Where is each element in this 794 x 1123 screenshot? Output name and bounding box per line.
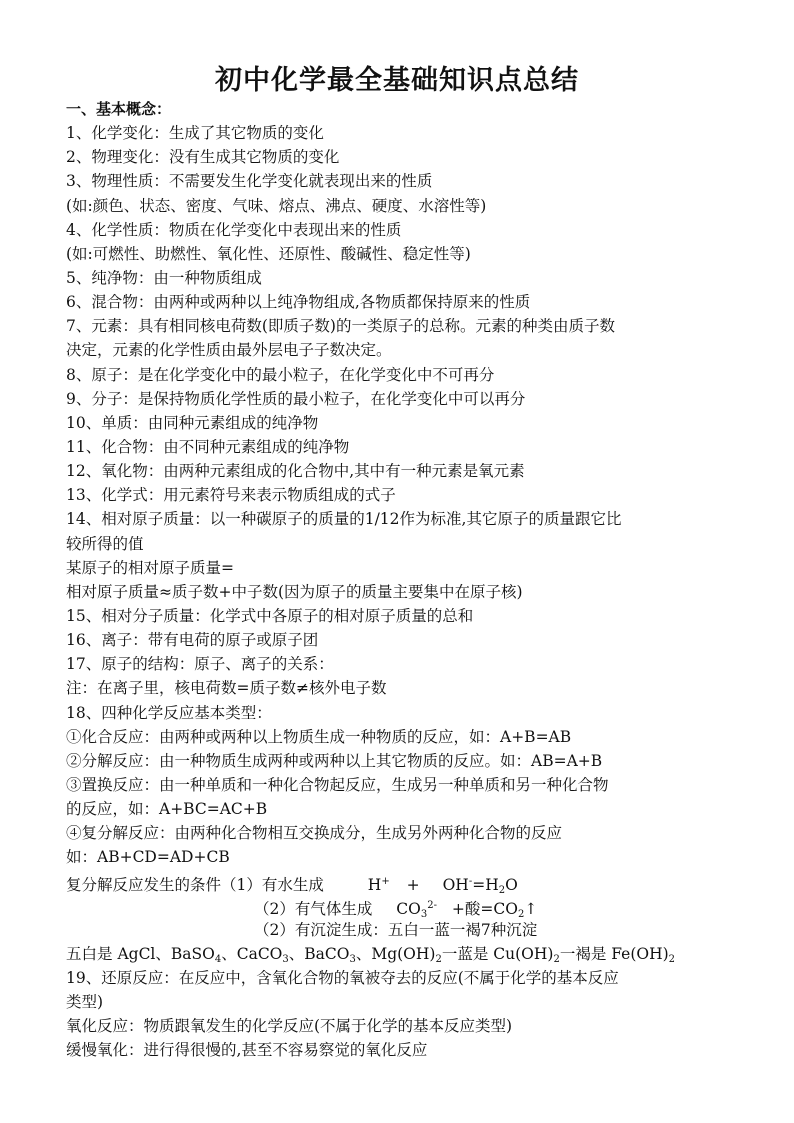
condition-line-water bbox=[66, 870, 736, 894]
text-line: 较所得的值 bbox=[66, 534, 144, 553]
formula-h: H bbox=[367, 875, 382, 894]
formula-subscript: 3 bbox=[420, 908, 428, 920]
formula-subscript: 2 bbox=[517, 908, 525, 920]
formula-plus: + bbox=[406, 875, 420, 894]
formula-charge: - bbox=[468, 875, 473, 887]
text-line: 11、化合物：由不同种元素组成的纯净物 bbox=[66, 437, 350, 456]
precipitate-formula: 、CaCO bbox=[221, 944, 283, 963]
text-line: 7、元素：具有相同核电荷数(即质子数)的一类原子的总称。元素的种类由质子数 bbox=[66, 317, 615, 336]
condition-text: 有沉淀生成：五白一蓝一褐7种沉淀 bbox=[294, 920, 538, 939]
condition-number: （1） bbox=[221, 875, 262, 894]
formula-subscript: 2 bbox=[668, 953, 676, 965]
condition-text: 有气体生成 bbox=[294, 899, 373, 918]
formula-subscript: 3 bbox=[349, 953, 356, 965]
text-line: 1、化学变化：生成了其它物质的变化 bbox=[66, 124, 324, 143]
gas-arrow-icon: ↑ bbox=[524, 899, 538, 918]
page-title: 初中化学最全基础知识点总结 bbox=[215, 65, 579, 96]
body-text bbox=[66, 97, 736, 1063]
text-line: 18、四种化学反应基本类型： bbox=[66, 703, 272, 722]
precipitate-formula: AgCl、BaSO bbox=[117, 944, 215, 963]
formula-subscript: 2 bbox=[435, 953, 442, 965]
text-line: (如:颜色、状态、密度、气味、熔点、沸点、硬度、水溶性等) bbox=[66, 196, 487, 215]
text-line: 的反应，如：A+BC=AC+B bbox=[66, 800, 268, 819]
text-line: 2、物理变化：没有生成其它物质的变化 bbox=[66, 148, 340, 167]
text-line: 氧化反应：物质跟氧发生的化学反应(不属于化学的基本反应类型) bbox=[66, 1017, 513, 1036]
text-line: 3、物理性质：不需要发生化学变化就表现出来的性质 bbox=[66, 172, 433, 191]
text-line: 10、单质：由同种元素组成的纯净物 bbox=[66, 413, 319, 432]
formula-subscript: 2 bbox=[553, 953, 560, 965]
formula-subscript: 3 bbox=[282, 953, 289, 965]
text-line: 决定，元素的化学性质由最外层电子子数决定。 bbox=[66, 341, 392, 360]
text-line: 15、相对分子质量：化学式中各原子的相对原子质量的总和 bbox=[66, 606, 474, 625]
text-line: 8、原子：是在化学变化中的最小粒子，在化学变化中不可再分 bbox=[66, 365, 495, 384]
section-heading: 一、基本概念： bbox=[66, 100, 172, 118]
condition-text: 有水生成 bbox=[261, 875, 324, 894]
text-line: ③置换反应：由一种单质和一种化合物起反应，生成另一种单质和另一种化合物 bbox=[66, 775, 609, 794]
text-line: 相对原子质量≈质子数+中子数(因为原子的质量主要集中在原子核) bbox=[66, 582, 523, 601]
text-line: 5、纯净物：由一种物质组成 bbox=[66, 268, 262, 287]
condition-label: 复分解反应发生的条件 bbox=[66, 875, 222, 894]
formula-co: CO bbox=[396, 899, 421, 918]
formula-charge: + bbox=[381, 875, 390, 887]
text-line: 类型) bbox=[66, 993, 104, 1012]
precipitate-lead: 五白是 bbox=[66, 944, 113, 963]
formula-subscript: 4 bbox=[214, 953, 222, 965]
formula-oh: OH bbox=[442, 875, 469, 894]
text-line: 13、化学式：用元素符号来表示物质组成的式子 bbox=[66, 486, 396, 505]
formula-rest: +酸=CO bbox=[451, 899, 518, 918]
text-line: ④复分解反应：由两种化合物相互交换成分，生成另外两种化合物的反应 bbox=[66, 824, 563, 843]
text-line: 19、还原反应：在反应中，含氧化合物的氧被夺去的反应(不属于化学的基本反应 bbox=[66, 969, 619, 988]
text-line: ②分解反应：由一种物质生成两种或两种以上其它物质的反应。如：AB=A+B bbox=[66, 751, 603, 770]
text-line: (如:可燃性、助燃性、氧化性、还原性、酸碱性、稳定性等) bbox=[66, 244, 471, 263]
formula-subscript: 2 bbox=[498, 884, 506, 896]
precipitate-brown: 一褐是 Fe(OH) bbox=[559, 944, 669, 963]
precipitate-formula: 、BaCO bbox=[288, 944, 350, 963]
text-line: 4、化学性质：物质在化学变化中表现出来的性质 bbox=[66, 220, 402, 239]
text-line: 如：AB+CD=AD+CB bbox=[66, 848, 230, 867]
formula-o: O bbox=[505, 875, 518, 894]
text-line: 6、混合物：由两种或两种以上纯净物组成,各物质都保持原来的性质 bbox=[66, 293, 531, 312]
text-line: 某原子的相对原子质量= bbox=[66, 558, 234, 577]
text-line: 14、相对原子质量：以一种碳原子的质量的1/12作为标准,其它原子的质量跟它比 bbox=[66, 510, 622, 529]
text-line: ①化合反应：由两种或两种以上物质生成一种物质的反应，如：A+B=AB bbox=[66, 727, 572, 746]
text-line: 12、氧化物：由两种元素组成的化合物中,其中有一种元素是氧元素 bbox=[66, 462, 525, 481]
text-line: 16、离子：带有电荷的原子或原子团 bbox=[66, 631, 319, 650]
text-line: 缓慢氧化：进行得很慢的,甚至不容易察觉的氧化反应 bbox=[66, 1041, 428, 1060]
condition-line-gas bbox=[66, 894, 736, 918]
text-line: 17、原子的结构：原子、离子的关系： bbox=[66, 655, 334, 674]
precipitate-line bbox=[66, 942, 736, 966]
condition-number: （2） bbox=[254, 899, 295, 918]
precipitate-formula: 、Mg(OH) bbox=[355, 944, 436, 963]
formula-eq: =H bbox=[472, 875, 499, 894]
precipitate-blue: 一蓝是 Cu(OH) bbox=[441, 944, 554, 963]
condition-line-precipitate bbox=[66, 918, 736, 942]
condition-number: （2） bbox=[254, 920, 295, 939]
formula-charge: 2- bbox=[427, 899, 437, 911]
text-line: 9、分子：是保持物质化学性质的最小粒子，在化学变化中可以再分 bbox=[66, 389, 526, 408]
text-line: 注：在离子里，核电荷数=质子数≠核外电子数 bbox=[66, 679, 387, 698]
